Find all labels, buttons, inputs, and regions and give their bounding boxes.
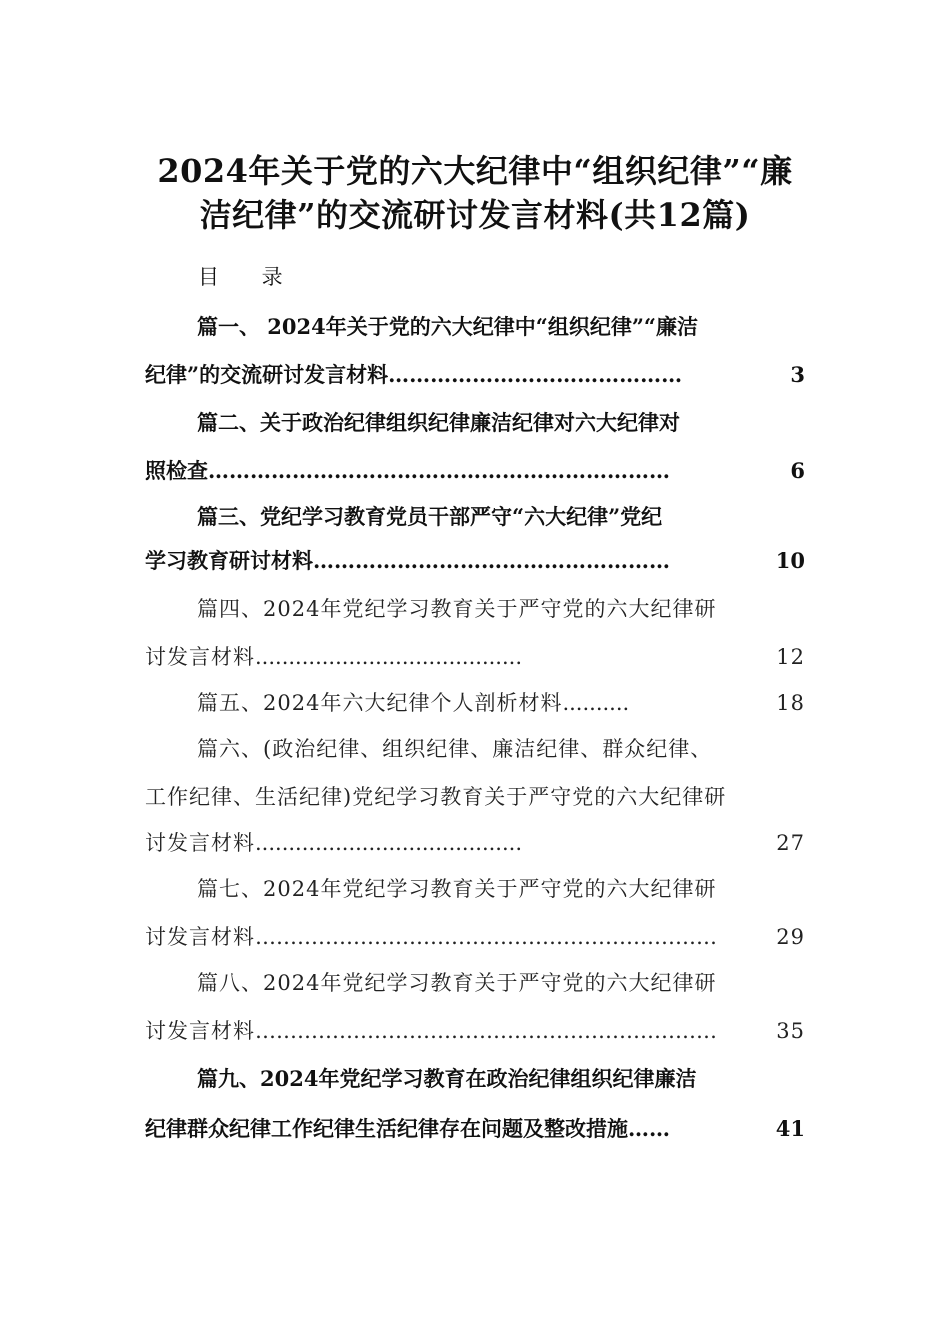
toc-entry-8-line-1[interactable]: 篇八、2024年党纪学习教育关于严守党的六大纪律研 [197,971,717,995]
toc-entry-9-line-1[interactable]: 篇九、2024年党纪学习教育在政治纪律组织纪律廉洁 [197,1066,697,1091]
page-number: 6 [790,458,805,483]
dot-leader: …………………………………… [388,362,683,387]
page-number: 18 [776,691,805,715]
toc-entry-1-line-2[interactable] [145,360,805,390]
toc-entry-1-line-1[interactable]: 篇一、 2024年关于党的六大纪律中“组织纪律”“廉洁 [197,314,698,339]
toc-entry-title: 讨发言材料 [145,925,255,949]
dot-leader: …………………………………………… [313,548,670,573]
toc-entry-4-line-2[interactable] [145,642,805,672]
toc-entry-title: 讨发言材料 [145,645,255,669]
page-number: 10 [775,548,805,573]
dot-leader: …… [628,1116,670,1141]
page-number: 27 [776,831,805,855]
page-number: 35 [776,1019,805,1043]
page-number: 41 [775,1116,805,1141]
toc-entry-3-line-1[interactable]: 篇三、党纪学习教育党员干部严守“六大纪律”党纪 [197,504,663,529]
page-number: 3 [790,362,805,387]
document-title-line-2: 洁纪律”的交流研讨发言材料(共12篇) [199,196,751,234]
toc-entry-title: 篇五、2024年六大纪律个人剖析材料 [197,691,563,715]
toc-entry-8-line-2[interactable] [145,1016,805,1046]
toc-entry-7-line-1[interactable]: 篇七、2024年党纪学习教育关于严守党的六大纪律研 [197,877,717,901]
page-number: 12 [776,645,805,669]
toc-entry-6-line-3[interactable] [145,828,805,858]
dot-leader: ………………………………………………………… [255,1019,717,1043]
toc-entry-title: 讨发言材料 [145,1019,255,1043]
page-number: 29 [776,925,805,949]
toc-entry-title: 学习教育研讨材料 [145,548,313,573]
toc-entry-title: 纪律群众纪律工作纪律生活纪律存在问题及整改措施 [145,1116,628,1141]
dot-leader: ………………………………………………………… [208,458,670,483]
toc-entry-2-line-1[interactable]: 篇二、关于政治纪律组织纪律廉洁纪律对六大纪律对 [197,410,680,435]
document-title-line-1: 2024年关于党的六大纪律中“组织纪律”“廉 [157,152,793,190]
toc-entry-7-line-2[interactable] [145,922,805,952]
toc-entry-9-line-2[interactable] [145,1114,805,1144]
toc-entry-title: 照检查 [145,458,208,483]
dot-leader: .......... [562,691,630,715]
toc-entry-4-line-1[interactable]: 篇四、2024年党纪学习教育关于严守党的六大纪律研 [197,597,717,621]
dot-leader: ........................................ [255,831,523,855]
toc-entry-5[interactable] [197,688,805,718]
toc-heading: 目 录 [198,265,301,289]
toc-entry-2-line-2[interactable] [145,456,805,486]
dot-leader: ........................................ [255,645,523,669]
toc-entry-title: 纪律”的交流研讨发言材料 [145,362,389,387]
dot-leader: ………………………………………………………… [255,925,717,949]
toc-entry-6-line-2[interactable]: 工作纪律、生活纪律)党纪学习教育关于严守党的六大纪律研 [145,785,727,809]
toc-entry-6-line-1[interactable]: 篇六、(政治纪律、组织纪律、廉洁纪律、群众纪律、 [197,737,713,761]
toc-entry-title: 讨发言材料 [145,831,255,855]
toc-entry-3-line-2[interactable] [145,546,805,576]
